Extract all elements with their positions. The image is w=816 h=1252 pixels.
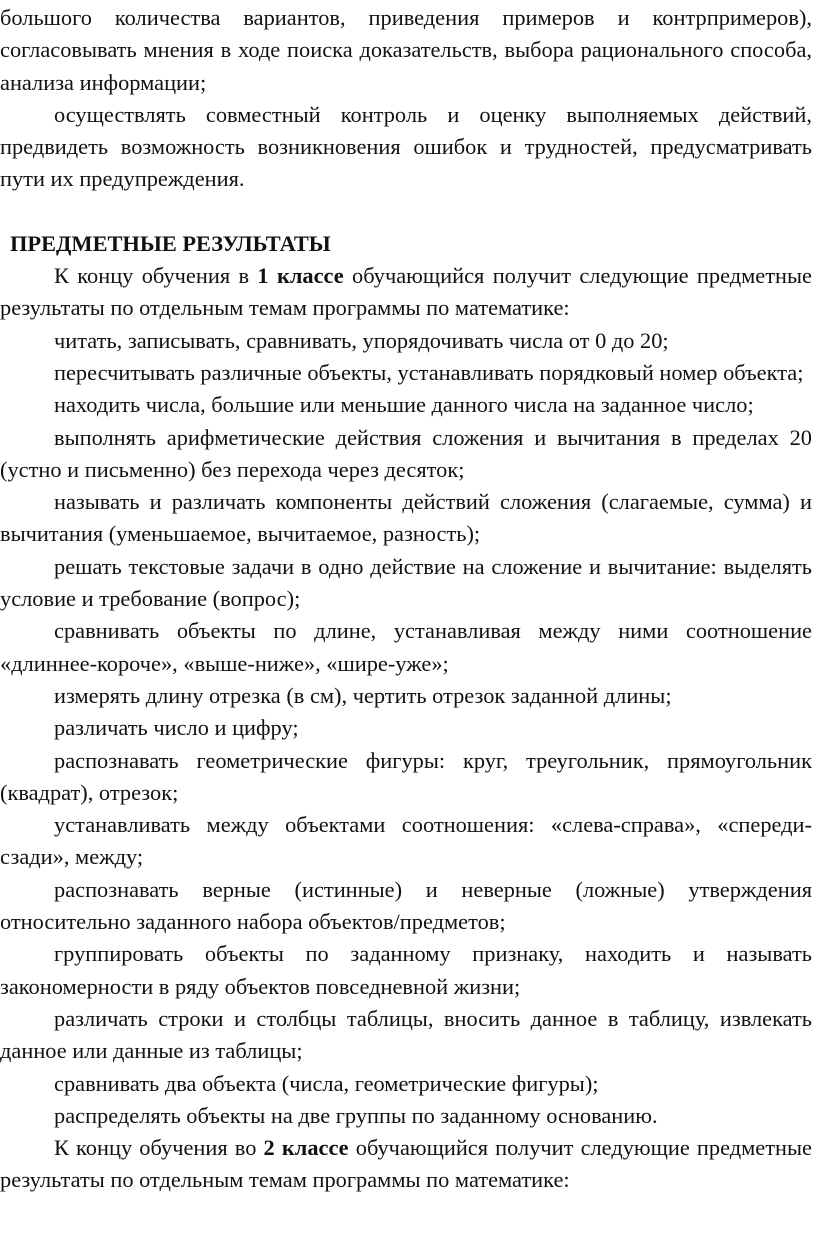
result-item: измерять длину отрезка (в см), чертить отрезок заданной длины; bbox=[54, 682, 672, 708]
intro-paragraph-1: большого количества вариантов, приведения примеров и контрпримеров), согласовывать мнения в ходе поиска доказательств, выбора рационального способа, анализа информации; bbox=[0, 5, 812, 95]
result-item: называть и различать компоненты действий сложения (слагаемые, сумма) и вычитания (уменьшаемое, вычитаемое, разность); bbox=[0, 489, 812, 547]
grade1-intro-bold: 1 классе bbox=[257, 263, 344, 289]
grade2-intro-before: К концу обучения во bbox=[54, 1135, 264, 1161]
result-item: решать текстовые задачи в одно действие на сложение и вычитание: выделять условие и требование (вопрос); bbox=[0, 553, 812, 612]
intro-paragraph-2: осуществлять совместный контроль и оценку выполняемых действий, предвидеть возможность возникновения ошибок и трудностей, предусматривать пути их предупреждения. bbox=[0, 101, 812, 192]
result-item: различать строки и столбцы таблицы, вносить данное в таблицу, извлекать данное или данные из таблицы; bbox=[0, 1005, 812, 1064]
result-item: сравнивать объекты по длине, устанавливая между ними соотношение «длиннее-короче», «выше-ниже», «шире-уже»; bbox=[0, 618, 812, 676]
result-item: распределять объекты на две группы по заданному основанию. bbox=[54, 1102, 658, 1128]
result-item: распознавать геометрические фигуры: круг, треугольник, прямоугольник (квадрат), отрезок; bbox=[0, 747, 812, 805]
grade2-intro-bold: 2 классе bbox=[263, 1135, 349, 1161]
result-item: группировать объекты по заданному признаку, находить и называть закономерности в ряду объектов повседневной жизни; bbox=[0, 941, 812, 999]
grade1-intro-after: обучающийся получит следующие предметные результаты по отдельным темам программы по математике: bbox=[0, 263, 812, 321]
grade1-intro-paragraph bbox=[0, 260, 812, 325]
result-item: различать число и цифру; bbox=[54, 715, 299, 741]
grade2-intro-paragraph bbox=[0, 1132, 812, 1197]
result-item: пересчитывать различные объекты, устанавливать порядковый номер объекта; bbox=[54, 359, 804, 385]
result-item: читать, записывать, сравнивать, упорядочивать числа от 0 до 20; bbox=[54, 327, 669, 353]
grade2-intro-after: обучающийся получит следующие предметные результаты по отдельным темам программы по математике: bbox=[0, 1135, 812, 1193]
result-item: распознавать верные (истинные) и неверные (ложные) утверждения относительно заданного набора объектов/предметов; bbox=[0, 876, 812, 935]
result-item: выполнять арифметические действия сложения и вычитания в пределах 20 (устно и письменно) без перехода через десяток; bbox=[0, 424, 812, 482]
result-item: находить числа, большие или меньшие данного числа на заданное число; bbox=[54, 392, 754, 418]
grade1-intro-before: К концу обучения в bbox=[54, 263, 258, 289]
result-item: сравнивать два объекта (числа, геометрические фигуры); bbox=[54, 1070, 599, 1096]
section-heading: ПРЕДМЕТНЫЕ РЕЗУЛЬТАТЫ bbox=[10, 230, 331, 256]
result-item: устанавливать между объектами соотношения: «слева-справа», «спереди-сзади», между; bbox=[0, 812, 812, 870]
